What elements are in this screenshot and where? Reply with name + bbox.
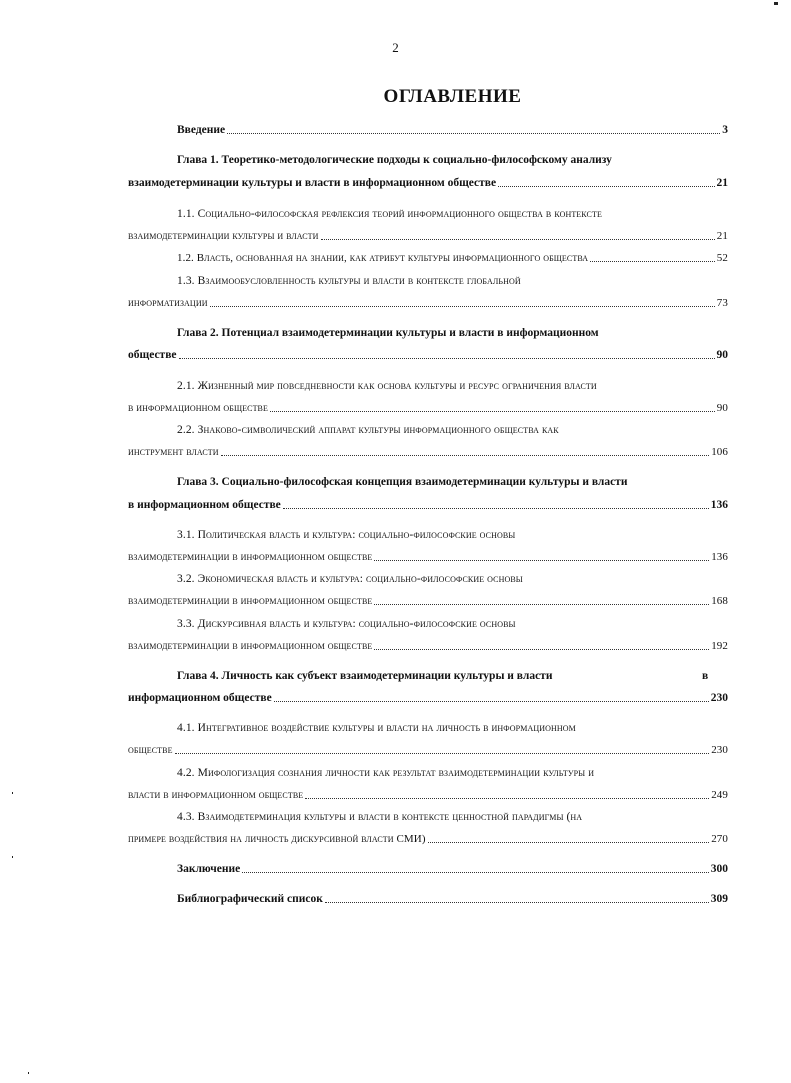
toc-entry-label: в информационном обществе: [128, 402, 268, 414]
toc-page-number: 3: [722, 124, 728, 136]
toc-entry-label: обществе: [128, 744, 173, 756]
toc-chapter-2-line1[interactable]: Глава 2. Потенциал взаимодетерминации культуры и власти в информационном: [177, 327, 599, 339]
toc-section-4-1[interactable]: [128, 742, 728, 758]
toc-page-number: 300: [710, 863, 728, 875]
toc-page-number: 192: [711, 640, 728, 652]
toc-chapter-4-line1-end: в: [702, 670, 709, 682]
toc-page-number: 270: [711, 833, 728, 845]
toc-page-number: 168: [711, 595, 728, 607]
toc-page-number: 52: [716, 252, 728, 264]
dot-leader: [270, 410, 715, 412]
toc-section-1-3[interactable]: [128, 295, 728, 311]
toc-entry-label: обществе: [128, 349, 177, 361]
toc-entry-label: взаимодетерминации в информационном обществе: [128, 640, 373, 652]
toc-page-number: 90: [716, 402, 728, 414]
toc-section-2-2-line1[interactable]: 2.2. Знаково-символический аппарат культуры информационного общества как: [177, 424, 559, 436]
dot-leader: [179, 357, 715, 359]
toc-chapter-4[interactable]: [128, 690, 728, 706]
dot-leader: [305, 797, 709, 799]
toc-entry-label: 1.2. Власть, основанная на знании, как атрибут культуры информационного общества: [177, 252, 589, 264]
dot-leader: [227, 132, 720, 134]
toc-entry-label: взаимодетерминации в информационном обществе: [128, 551, 373, 563]
toc-chapter-2[interactable]: [128, 347, 728, 363]
toc-section-4-2[interactable]: [128, 787, 728, 803]
dot-leader: [283, 507, 709, 509]
toc-page-number: 90: [716, 349, 728, 361]
scan-speck: [12, 792, 13, 794]
dot-leader: [274, 700, 709, 702]
toc-entry-label: в информационном обществе: [128, 499, 281, 511]
toc-entry-label: Библиографический список: [177, 893, 323, 905]
dot-leader: [590, 260, 715, 262]
toc-page-number: 230: [711, 744, 728, 756]
scan-speck: [28, 1072, 29, 1074]
toc-entry-label: взаимодетерминации культуры и власти: [128, 230, 319, 242]
dot-leader: [374, 648, 709, 650]
toc-section-2-1-line1[interactable]: 2.1. Жизненный мир повседневности как основа культуры и ресурс ограничения власти: [177, 380, 597, 392]
toc-section-3-3-line1[interactable]: 3.3. Дискурсивная власть и культура: социально-философские основы: [177, 618, 516, 630]
dot-leader: [325, 901, 709, 903]
scan-speck: [12, 856, 13, 858]
toc-section-2-2[interactable]: [128, 444, 728, 460]
page-title: ОГЛАВЛЕНИЕ: [383, 86, 522, 107]
toc-section-3-1[interactable]: [128, 549, 728, 565]
toc-section-3-2-line1[interactable]: 3.2. Экономическая власть и культура: социально-философские основы: [177, 573, 523, 585]
toc-section-4-2-line1[interactable]: 4.2. Мифологизация сознания личности как результат взаимодетерминации культуры и: [177, 767, 595, 779]
toc-page-number: 309: [710, 893, 728, 905]
dot-leader: [321, 238, 715, 240]
scan-speck: [774, 2, 778, 5]
toc-entry-label: Заключение: [177, 863, 241, 875]
toc-entry-bibliography[interactable]: [177, 891, 728, 907]
toc-page-number: 136: [711, 551, 728, 563]
toc-page-number: 21: [716, 230, 728, 242]
toc-section-3-1-line1[interactable]: 3.1. Политическая власть и культура: социально-философские основы: [177, 529, 516, 541]
toc-section-3-2[interactable]: [128, 593, 728, 609]
toc-chapter-1[interactable]: [128, 175, 728, 191]
toc-entry-label: взаимодетерминации в информационном обществе: [128, 595, 373, 607]
toc-entry-label: взаимодетерминации культуры и власти в информационном обществе: [128, 177, 497, 189]
dot-leader: [242, 871, 709, 873]
toc-chapter-3[interactable]: [128, 497, 728, 513]
toc-chapter-3-line1[interactable]: Глава 3. Социально-философская концепция взаимодетерминации культуры и власти: [177, 476, 628, 488]
toc-page-number: 73: [716, 297, 728, 309]
dot-leader: [374, 559, 709, 561]
page-number: 2: [392, 40, 399, 55]
dot-leader: [175, 752, 710, 754]
toc-section-4-1-line1[interactable]: 4.1. Интегративное воздействие культуры и власти на личность в информационном: [177, 722, 576, 734]
dot-leader: [374, 603, 709, 605]
toc-entry-label: инструмент власти: [128, 446, 219, 458]
dot-leader: [428, 841, 710, 843]
toc-section-1-1-line1[interactable]: 1.1. Социально-философская рефлексия теорий информационного общества в контексте: [177, 208, 602, 220]
dot-leader: [210, 305, 715, 307]
toc-entry-label: информатизации: [128, 297, 208, 309]
toc-chapter-4-line1[interactable]: Глава 4. Личность как субъект взаимодетерминации культуры и власти: [177, 670, 553, 682]
toc-chapter-1-line1[interactable]: Глава 1. Теоретико-методологические подходы к социально-философскому анализу: [177, 154, 612, 166]
dot-leader: [221, 454, 710, 456]
toc-page-number: 249: [711, 789, 728, 801]
toc-entry-label: информационном обществе: [128, 692, 272, 704]
toc-entry-label: власти в информационном обществе: [128, 789, 304, 801]
dot-leader: [498, 185, 714, 187]
toc-page-number: 230: [710, 692, 728, 704]
toc-section-1-2[interactable]: [177, 250, 728, 266]
toc-page-number: 106: [711, 446, 728, 458]
toc-section-2-1[interactable]: [128, 400, 728, 416]
toc-entry-label: Введение: [177, 124, 226, 136]
toc-section-1-3-line1[interactable]: 1.3. Взаимообусловленность культуры и власти в контексте глобальной: [177, 275, 521, 287]
toc-section-3-3[interactable]: [128, 638, 728, 654]
toc-section-1-1[interactable]: [128, 228, 728, 244]
toc-section-4-3-line1[interactable]: 4.3. Взаимодетерминация культуры и власти в контексте ценностной парадигмы (на: [177, 811, 583, 823]
toc-entry-conclusion[interactable]: [177, 861, 728, 877]
toc-page-number: 21: [716, 177, 728, 189]
toc-entry-label: примере воздействия на личность дискурсивной власти СМИ): [128, 833, 426, 845]
toc-section-4-3[interactable]: [128, 831, 728, 847]
toc-entry-introduction[interactable]: [177, 122, 728, 138]
toc-page-number: 136: [710, 499, 728, 511]
